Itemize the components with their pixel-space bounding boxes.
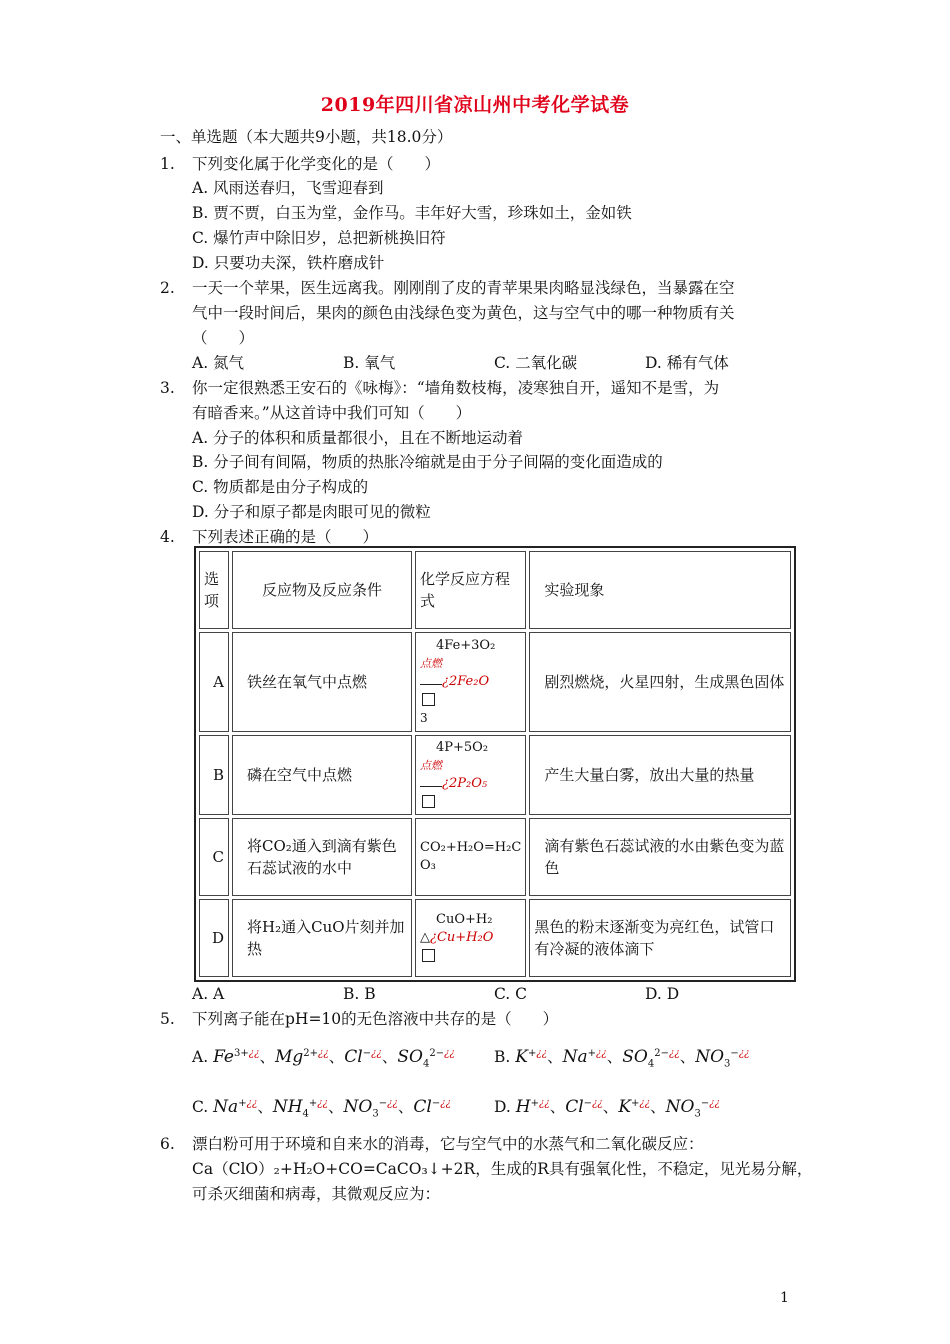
section-header: 一、单选题（本大题共9小题，共18.0分） — [160, 128, 453, 146]
row-phenomenon: 黑色的粉末逐渐变为亮红色，试管口有冷凝的液体滴下 — [529, 899, 791, 977]
row-phenomenon: 剧烈燃烧，火星四射，生成黑色固体 — [529, 632, 791, 732]
q6-stem-line3: 可杀灭细菌和病毒，其微观反应为： — [192, 1185, 441, 1203]
row-option: A — [199, 632, 229, 732]
row-phenomenon: 产生大量白雾，放出大量的热量 — [529, 735, 791, 815]
q5-option-a: A. $Fe^{3+¿¿}$、$Mg^{2+¿¿}$、Cl−¿¿、$SO_4^{2-¿¿}$ — [192, 1047, 455, 1070]
q3-stem-line1: 你一定很熟悉王安石的《咏梅》：“墙角数枝梅，凌寒独自开，遥知不是雪，为 — [192, 379, 720, 397]
q4-table — [194, 546, 796, 982]
q3-number: 3. — [160, 379, 175, 397]
q4-option-d: D. D — [645, 985, 680, 1003]
q1-stem: 下列变化属于化学变化的是（ ） — [192, 155, 441, 173]
q4-stem: 下列表述正确的是（ ） — [192, 528, 379, 546]
q2-stem-line3: （ ） — [192, 329, 255, 347]
q1-option-b: B. 贾不贾，白玉为堂，金作马。丰年好大雪，珍珠如土，金如铁 — [192, 204, 632, 222]
q5-option-b: B. K+¿¿、Na+¿¿、$SO_4^{2-¿¿}$、$NO_3^{-¿¿}$ — [494, 1047, 750, 1070]
q6-number: 6. — [160, 1135, 175, 1153]
q4-option-a: A. A — [192, 985, 225, 1003]
header-phenomenon: 实验现象 — [529, 551, 791, 629]
row-condition: 将CO₂通入到滴有紫色石蕊试液的水中 — [232, 818, 412, 896]
table-row — [199, 899, 791, 977]
q3-option-b: B. 分子间有间隔，物质的热胀冷缩就是由于分子间隔的变化面造成的 — [192, 453, 663, 471]
q5-option-d: D. H+¿¿、Cl−¿¿、K+¿¿、$NO_3^{-¿¿}$ — [494, 1097, 720, 1120]
q4-option-c: C. C — [494, 985, 528, 1003]
q1-option-c: C. 爆竹声中除旧岁，总把新桃换旧符 — [192, 229, 446, 247]
row-condition: 铁丝在氧气中点燃 — [232, 632, 412, 732]
row-equation: 4Fe+3O₂ 点燃 ¿2Fe₂O 3 — [415, 632, 526, 732]
table-header-row — [199, 551, 791, 629]
q1-number: 1. — [160, 155, 175, 173]
row-equation: 4P+5O₂ 点燃 ¿2P₂O₅ — [415, 735, 526, 815]
row-condition: 磷在空气中点燃 — [232, 735, 412, 815]
row-option: B — [199, 735, 229, 815]
q4-option-b: B. B — [343, 985, 376, 1003]
placeholder-box-icon — [422, 795, 435, 808]
row-option: C — [199, 818, 229, 896]
q1-option-a: A. 风雨送春归，飞雪迎春到 — [192, 179, 384, 197]
q4-number: 4. — [160, 528, 175, 546]
placeholder-box-icon — [422, 693, 435, 706]
q2-option-d: D. 稀有气体 — [645, 354, 729, 372]
row-option: D — [199, 899, 229, 977]
table-row — [199, 632, 791, 732]
q2-number: 2. — [160, 279, 175, 297]
q5-stem: 下列离子能在pH=10的无色溶液中共存的是（ ） — [192, 1010, 559, 1028]
q1-option-d: D. 只要功夫深，铁杵磨成针 — [192, 254, 385, 272]
table-row — [199, 818, 791, 896]
header-condition: 反应物及反应条件 — [232, 551, 412, 629]
row-equation: CuO+H₂ △¿Cu+H₂O — [415, 899, 526, 977]
q2-stem-line1: 一天一个苹果，医生远离我。刚刚削了皮的青苹果果肉略显浅绿色，当暴露在空 — [192, 279, 735, 297]
header-option: 选项 — [199, 551, 229, 629]
table-row — [199, 735, 791, 815]
q3-stem-line2: 有暗香来。”从这首诗中我们可知（ ） — [192, 404, 472, 422]
q6-stem-line1: 漂白粉可用于环境和自来水的消毒，它与空气中的水蒸气和二氧化碳反应： — [192, 1135, 704, 1153]
row-phenomenon: 滴有紫色石蕊试液的水由紫色变为蓝色 — [529, 818, 791, 896]
q3-option-d: D. 分子和原子都是肉眼可见的微粒 — [192, 503, 431, 521]
q2-option-a: A. 氮气 — [192, 354, 245, 372]
q3-option-a: A. 分子的体积和质量都很小，且在不断地运动着 — [192, 429, 524, 447]
q2-option-c: C. 二氧化碳 — [494, 354, 578, 372]
q2-stem-line2: 气中一段时间后，果肉的颜色由浅绿色变为黄色，这与空气中的哪一种物质有关 — [192, 304, 735, 322]
q3-option-c: C. 物质都是由分子构成的 — [192, 478, 369, 496]
header-equation: 化学反应方程式 — [415, 551, 526, 629]
row-condition: 将H₂通入CuO片刻并加热 — [232, 899, 412, 977]
row-equation: CO₂+H₂O=H₂C O₃ — [415, 818, 526, 896]
page-number: 1 — [780, 1290, 789, 1306]
q6-stem-line2: Ca（ClO）₂+H₂O+CO=CaCO₃↓+2R，生成的R具有强氧化性，不稳定，见光易分解， — [192, 1160, 813, 1178]
q2-option-b: B. 氧气 — [343, 354, 396, 372]
exam-title: 2019年四川省凉山州中考化学试卷 — [320, 94, 630, 116]
q5-number: 5. — [160, 1010, 175, 1028]
placeholder-box-icon — [422, 949, 435, 962]
q5-option-c: C. Na+¿¿、$NH_4^{+¿¿}$、$NO_3^{-¿¿}$、Cl−¿¿ — [192, 1097, 451, 1120]
